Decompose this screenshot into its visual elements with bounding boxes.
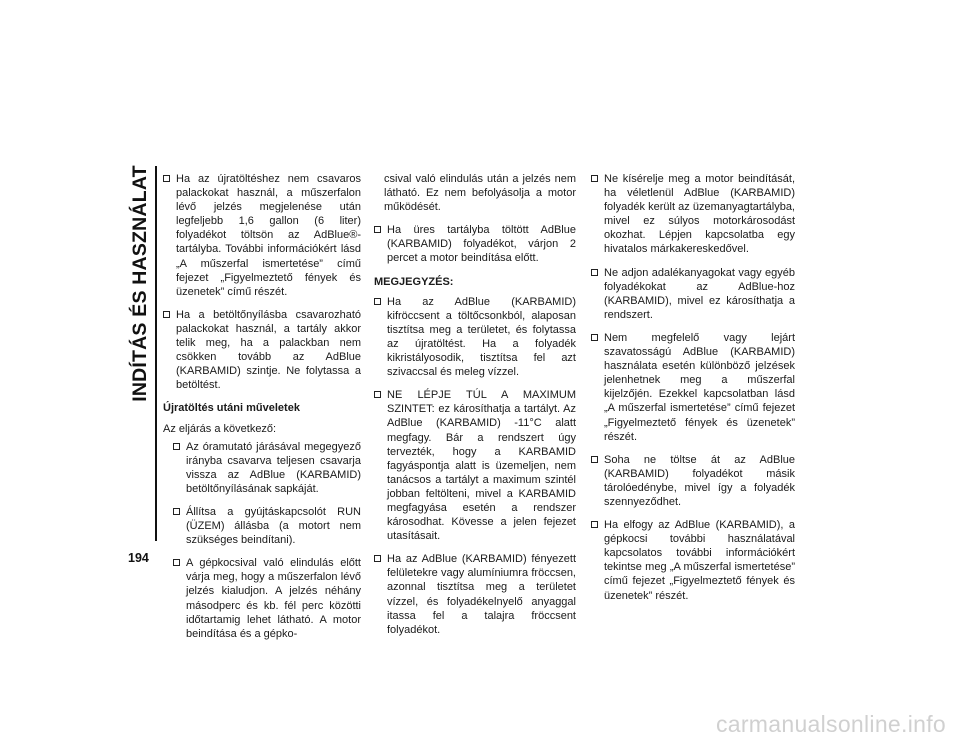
column-2 — [374, 172, 576, 646]
note-item-text: Ha az AdBlue (KARBAMID) fényezett felületekre vagy alumíniumra fröccsen, azonnal tisztítsa meg a területet vízzel, és folyadékelnyelő anyaggal itassa fel a talajra fröccsent folyadékot. — [387, 553, 576, 636]
note-heading: MEGJEGYZÉS: — [374, 275, 454, 288]
note-item — [374, 388, 576, 543]
checkbox-bullet-icon — [163, 175, 170, 182]
list-item — [163, 308, 361, 393]
checkbox-bullet-icon — [374, 298, 381, 305]
checkbox-bullet-icon — [173, 508, 180, 515]
page-number: 194 — [128, 551, 149, 565]
checkbox-bullet-icon — [173, 443, 180, 450]
list-item — [173, 505, 361, 547]
column-1 — [163, 172, 361, 650]
list-item-text: Az óramutató járásával megegyező irányba csavarva teljesen csavarja vissza az AdBlue (KARBAMID) betöltőnyílásának sapkáját. — [186, 440, 361, 495]
checkbox-bullet-icon — [163, 311, 170, 318]
continuation-text: csival való elindulás után a jelzés nem látható. Ez nem befolyásolja a motor működését. — [384, 173, 576, 214]
section-title-text: INDÍTÁS ÉS HASZNÁLAT — [128, 164, 151, 402]
list-item-text: Ha elfogy az AdBlue (KARBAMID), a gépkocsi további használatával kapcsolatos további információkért tekintse meg „A műszerfal ismertetése” című fejezet „Figyelmeztető fények és üzenetek” részét. — [604, 519, 795, 602]
checkbox-bullet-icon — [591, 334, 598, 341]
list-item-text: Állítsa a gyújtáskapcsolót RUN (ÜZEM) állásba (a motort nem szükséges beindítani). — [186, 505, 361, 547]
section-divider — [155, 166, 157, 541]
note-item — [374, 552, 576, 637]
list-item — [591, 453, 795, 509]
list-item-text: Nem megfelelő vagy lejárt szavatosságú AdBlue (KARBAMID) használata esetén különböző jelzések jelenhetnek meg a műszerfal kijelzőjén. Ezekkel kapcsolatban lásd „A műszerfal ismertetése” című fejezet „Figyelmeztető fények és üzenetek” részét. — [604, 331, 795, 443]
checkbox-bullet-icon — [591, 456, 598, 463]
checkbox-bullet-icon — [173, 559, 180, 566]
list-item — [591, 172, 795, 257]
section-heading: Újratöltés utáni műveletek — [163, 402, 300, 415]
list-item-text: Ha az újratöltéshez nem csavaros palackokat használ, a műszerfalon lévő jelzés megjelenése után legfeljebb 1,6 gallon (6 liter) folyadékot töltsön az AdBlue®-tartályba. További információkért lásd „A műszerfal ismertetése” című fejezet „Figyelmeztető fények és üzenetek” című részét. — [176, 173, 361, 298]
checkbox-bullet-icon — [591, 269, 598, 276]
list-item-text: Soha ne töltse át az AdBlue (KARBAMID) folyadékot másik tárolóedénybe, mivel így a folyadék szennyeződhet. — [604, 453, 795, 508]
list-item — [163, 172, 361, 299]
list-item-text: Ne kísérelje meg a motor beindítását, ha véletlenül AdBlue (KARBAMID) folyadék került az üzemanyagtartályba, mivel ez súlyos motorkárosodást okozhat. Lépjen kapcsolatba egy hivatalos márkakereskedővel. — [604, 173, 795, 256]
list-item-text: Ne adjon adalékanyagokat vagy egyéb folyadékokat az AdBlue-hoz (KARBAMID), mivel ez károsíthatja a rendszert. — [604, 266, 795, 321]
list-item-text: Ha üres tartályba töltött AdBlue (KARBAMID) folyadékot, várjon 2 percet a motor beindítása előtt. — [387, 224, 576, 265]
checkbox-bullet-icon — [591, 175, 598, 182]
list-item-text: A gépkocsival való elindulás előtt várja meg, hogy a műszerfalon lévő jelzés kialudjon. A jelzés néhány másodperc és kb. fél perc közötti időtartamig lehet látható. A motor beindítása és a gépko- — [186, 557, 361, 640]
note-item-text: Ha az AdBlue (KARBAMID) kifröccsent a töltőcsonkból, alaposan tisztítsa meg a területet, és folytassa az újratöltést. Ha a folyadék kikristályosodik, tisztítsa fel azt szivaccsal és meleg vízzel. — [387, 295, 576, 379]
list-item — [173, 440, 361, 496]
list-item — [173, 556, 361, 641]
column-3 — [591, 172, 795, 612]
checkbox-bullet-icon — [374, 226, 381, 233]
note-item — [374, 295, 576, 380]
note-item-text: NE LÉPJE TÚL A MAXIMUM SZINTET: ez károsíthatja a tartályt. Az AdBlue (KARBAMID) -11°C alatt megfagy. Bár a rendszert úgy tervezték, hogy a KARBAMID fagyáspontja alatt is üzemeljen, nem tanácsos a tartályt a maximum szintél jobban feltölteni, mivel a KARBAMID megfagyása esetén a rendszer károsodhat. Kövesse a jelen fejezet utasításait. — [387, 389, 576, 543]
checkbox-bullet-icon — [374, 391, 381, 398]
watermark: carmanualsonline.info — [715, 711, 946, 737]
section-title — [126, 164, 154, 402]
checkbox-bullet-icon — [591, 521, 598, 528]
list-item — [591, 266, 795, 322]
list-item — [591, 518, 795, 603]
checkbox-bullet-icon — [374, 555, 381, 562]
list-item-text: Ha a betöltőnyílásba csavarozható palackokat használ, a tartály akkor telik meg, ha a palackban nem csökken tovább az AdBlue (KARBAMID) szintje. Ne folytassa a betöltést. — [176, 308, 361, 392]
intro-text: Az eljárás a következő: — [163, 422, 277, 435]
list-item — [374, 223, 576, 265]
list-item — [591, 331, 795, 444]
